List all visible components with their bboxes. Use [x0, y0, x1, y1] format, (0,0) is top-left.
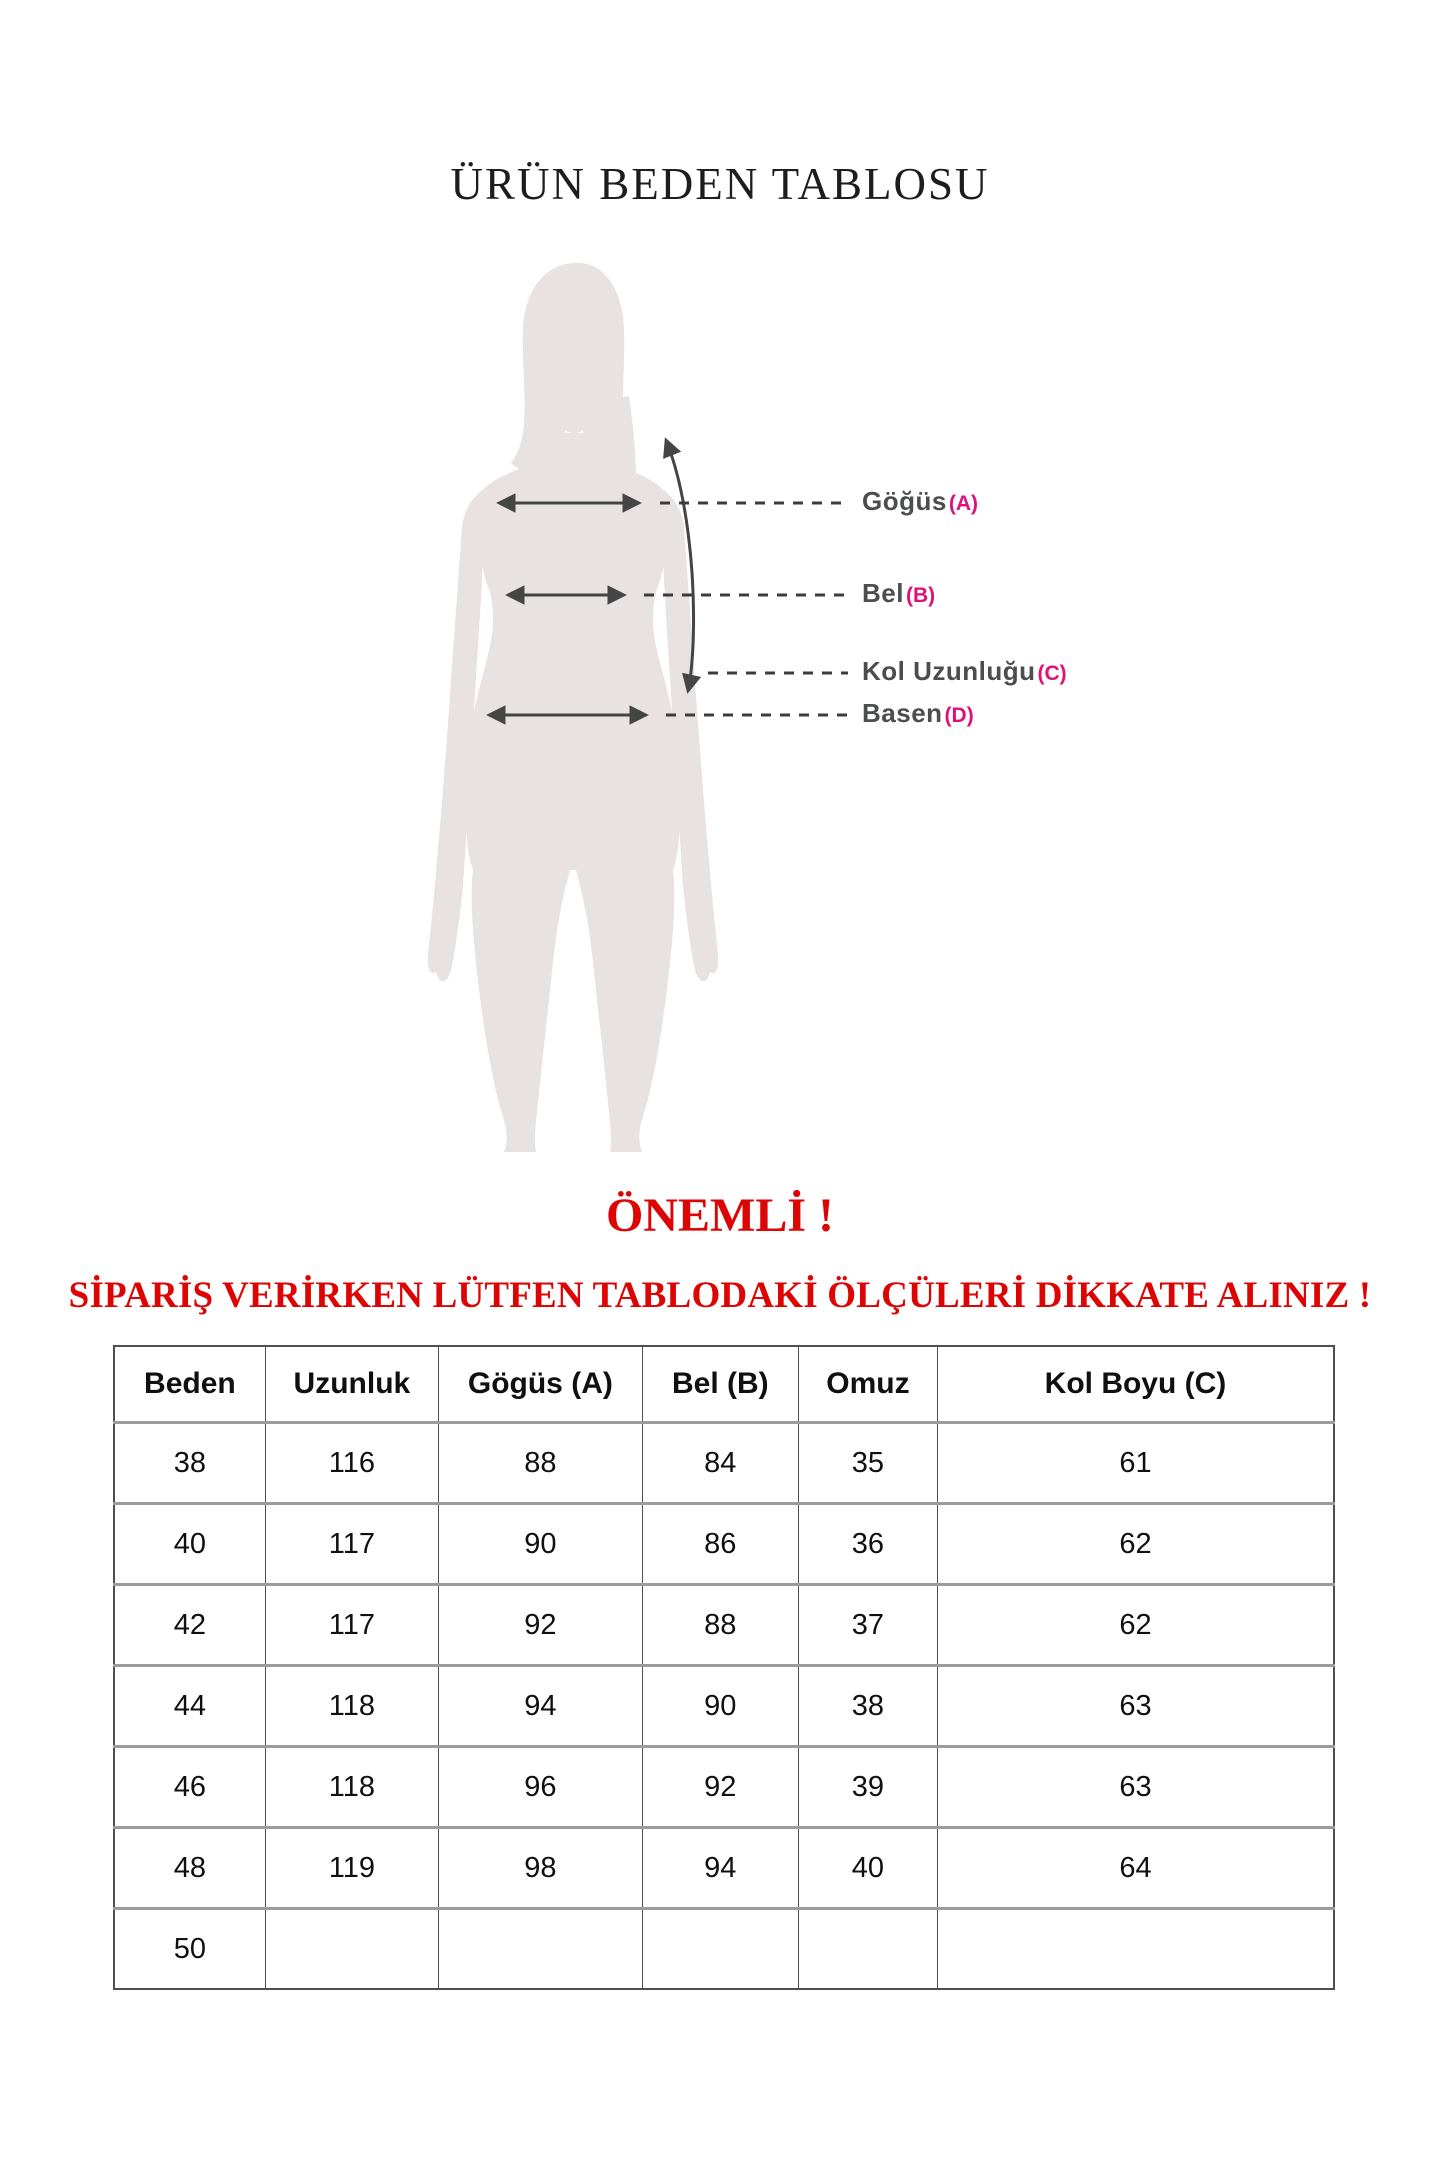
table-cell: 117 [265, 1504, 438, 1585]
measurement-diagram [420, 250, 1067, 1160]
table-cell: 118 [265, 1666, 438, 1747]
table-cell: 40 [798, 1828, 937, 1909]
table-row [114, 1747, 1334, 1828]
table-cell: 90 [642, 1666, 798, 1747]
column-header: Kol Boyu (C) [937, 1346, 1334, 1423]
table-cell: 39 [798, 1747, 937, 1828]
table-cell: 94 [439, 1666, 643, 1747]
table-cell [798, 1909, 937, 1990]
column-header: Uzunluk [265, 1346, 438, 1423]
table-row [114, 1585, 1334, 1666]
table-cell: 38 [114, 1423, 265, 1504]
measure-label-code: (B) [905, 584, 936, 607]
table-row [114, 1828, 1334, 1909]
table-row [114, 1504, 1334, 1585]
measure-label-gogus [862, 486, 978, 517]
table-cell: 50 [114, 1909, 265, 1990]
measure-label-code: (D) [944, 704, 974, 727]
table-cell: 86 [642, 1504, 798, 1585]
measure-label-text: Basen [862, 698, 943, 728]
table-cell [642, 1909, 798, 1990]
column-header: Omuz [798, 1346, 937, 1423]
table-cell [265, 1909, 438, 1990]
measure-label-basen [862, 698, 974, 729]
table-cell: 48 [114, 1828, 265, 1909]
table-cell: 117 [265, 1585, 438, 1666]
table-cell: 88 [642, 1585, 798, 1666]
table-cell: 92 [642, 1747, 798, 1828]
measure-label-code: (A) [948, 492, 978, 515]
table-cell: 40 [114, 1504, 265, 1585]
table-cell: 92 [439, 1585, 643, 1666]
size-table [113, 1345, 1335, 1990]
warning-heading: ÖNEMLİ ! [606, 1189, 834, 1242]
table-cell [439, 1909, 643, 1990]
table-row [114, 1909, 1334, 1990]
measure-label-text: Kol Uzunluğu [862, 656, 1036, 686]
table-cell: 90 [439, 1504, 643, 1585]
column-header: Bel (B) [642, 1346, 798, 1423]
column-header: Beden [114, 1346, 265, 1423]
measure-label-bel [862, 578, 935, 609]
table-cell: 62 [937, 1504, 1334, 1585]
warning-subheading: SİPARİŞ VERİRKEN LÜTFEN TABLODAKİ ÖLÇÜLERİ DİKKATE ALINIZ ! [68, 1275, 1372, 1316]
table-cell: 118 [265, 1747, 438, 1828]
table-cell: 94 [642, 1828, 798, 1909]
table-cell: 38 [798, 1666, 937, 1747]
table-row [114, 1666, 1334, 1747]
page-title: ÜRÜN BEDEN TABLOSU [450, 159, 990, 209]
table-cell: 61 [937, 1423, 1334, 1504]
table-cell: 46 [114, 1747, 265, 1828]
table-cell: 116 [265, 1423, 438, 1504]
table-header-row [114, 1346, 1334, 1423]
table-body [114, 1423, 1334, 1990]
table-cell: 98 [439, 1828, 643, 1909]
table-cell: 119 [265, 1828, 438, 1909]
table-cell: 42 [114, 1585, 265, 1666]
table-cell: 88 [439, 1423, 643, 1504]
female-silhouette [428, 263, 718, 1152]
table-cell: 63 [937, 1747, 1334, 1828]
table-cell: 62 [937, 1585, 1334, 1666]
table-cell: 35 [798, 1423, 937, 1504]
table-cell: 36 [798, 1504, 937, 1585]
measure-label-kol-uzunlugu [862, 656, 1067, 687]
measure-label-text: Bel [862, 578, 904, 608]
table-cell: 96 [439, 1747, 643, 1828]
measure-label-text: Göğüs [862, 486, 947, 516]
table-cell: 64 [937, 1828, 1334, 1909]
column-header: Gögüs (A) [439, 1346, 643, 1423]
table-cell [937, 1909, 1334, 1990]
table-cell: 63 [937, 1666, 1334, 1747]
table-cell: 37 [798, 1585, 937, 1666]
table-cell: 84 [642, 1423, 798, 1504]
table-row [114, 1423, 1334, 1504]
measure-label-code: (C) [1037, 662, 1067, 685]
table-cell: 44 [114, 1666, 265, 1747]
